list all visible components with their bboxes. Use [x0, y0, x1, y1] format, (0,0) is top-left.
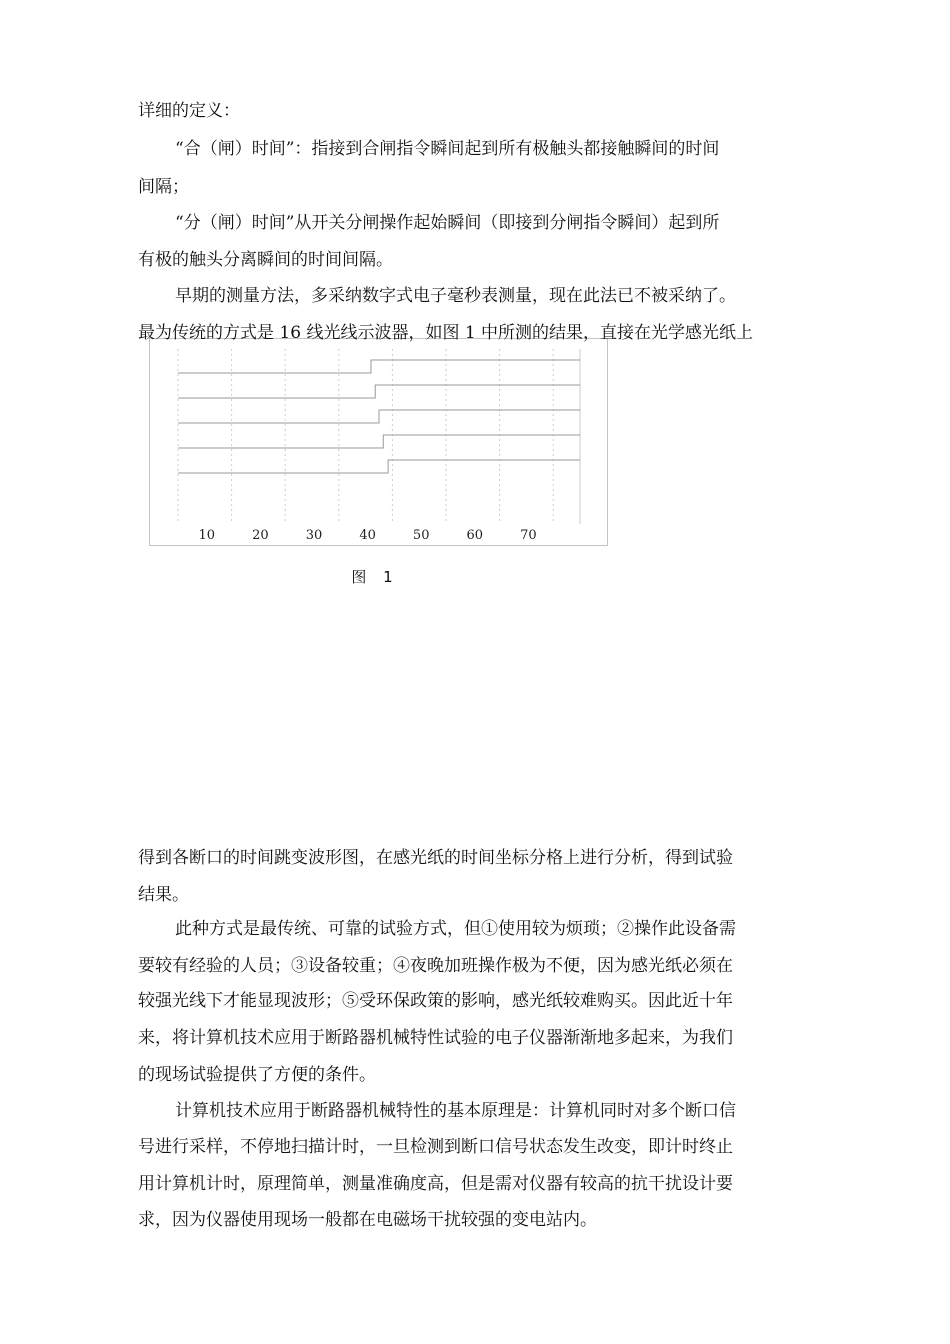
text-line-traditional-method: 此种方式是最传统、可靠的试验方式，但①使用较为烦琐；②操作此设备需	[175, 919, 736, 939]
x-tick-label-70: 70	[520, 528, 537, 543]
text-line-early-method: 早期的测量方法，多采纳数字式电子毫秒表测量，现在此法已不被采纳了。	[175, 286, 736, 306]
text-line-traditional-method-5: 的现场试验提供了方便的条件。	[138, 1065, 376, 1085]
x-tick-label-60: 60	[466, 528, 484, 543]
x-tick-label-50: 50	[412, 528, 430, 543]
text-line-closing-time-def-cont: 间隔；	[138, 177, 189, 197]
oscillograph-chart	[150, 339, 609, 547]
text-line-waveform-result: 得到各断口的时间跳变波形图，在感光纸的时间坐标分格上进行分析，得到试验	[138, 848, 733, 868]
text-line-traditional-method-3: 较强光线下才能显现波形；⑤受环保政策的影响，感光纸较难购买。因此近十年	[138, 991, 733, 1011]
x-tick-label-10: 10	[198, 528, 216, 543]
text-line-result-cont: 结果。	[138, 885, 189, 905]
oscillograph-figure	[149, 338, 608, 546]
text-line-opening-time-def-cont: 有极的触头分离瞬间的时间间隔。	[138, 250, 393, 270]
text-line-computer-principle: 计算机技术应用于断路器机械特性的基本原理是：计算机同时对多个断口信	[175, 1101, 736, 1121]
figure-caption: 图 1	[351, 568, 399, 586]
text-line-traditional-method-2: 要较有经验的人员；③设备较重；④夜晚加班操作极为不便，因为感光纸必须在	[138, 956, 733, 976]
text-line-definition-intro: 详细的定义：	[138, 101, 240, 121]
text-line-computer-principle-4: 求，因为仪器使用现场一般都在电磁场干扰较强的变电站内。	[138, 1210, 597, 1230]
x-tick-label-20: 20	[252, 528, 269, 543]
text-line-computer-principle-2: 号进行采样，不停地扫描计时，一旦检测到断口信号状态发生改变，即计时终止	[138, 1137, 733, 1157]
trace-3	[178, 410, 580, 423]
text-line-traditional-method-4: 来，将计算机技术应用于断路器机械特性试验的电子仪器渐渐地多起来，为我们	[138, 1028, 733, 1048]
x-tick-label-40: 40	[359, 528, 376, 543]
trace-5	[178, 460, 580, 473]
trace-4	[178, 435, 580, 448]
trace-2	[178, 385, 580, 398]
text-line-computer-principle-3: 用计算机计时，原理简单，测量准确度高，但是需对仪器有较高的抗干扰设计要	[138, 1174, 733, 1194]
trace-1	[178, 360, 580, 373]
text-line-opening-time-def: “分（闸）时间”从开关分闸操作起始瞬间（即接到分闸指令瞬间）起到所	[175, 213, 720, 233]
text-line-closing-time-def: “合（闸）时间”：指接到合闸指令瞬间起到所有极触头都接触瞬间的时间	[175, 139, 720, 159]
text-line-oscillograph: 最为传统的方式是 16 线光线示波器，如图 1 中所测的结果，直接在光学感光纸上	[138, 323, 754, 343]
x-tick-label-30: 30	[305, 528, 323, 543]
